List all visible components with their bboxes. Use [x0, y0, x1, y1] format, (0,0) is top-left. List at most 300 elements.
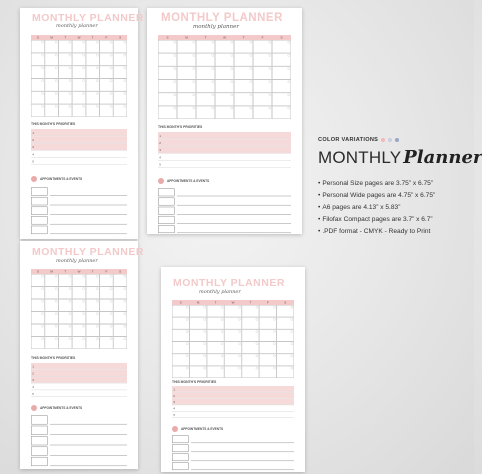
day-cell — [100, 312, 113, 324]
date-circle — [288, 54, 290, 56]
date-circle — [186, 355, 188, 357]
date-circle — [231, 41, 233, 43]
date-circle — [193, 41, 195, 43]
day-cell — [234, 40, 253, 53]
event-date-box — [158, 198, 174, 205]
day-cell — [277, 366, 294, 378]
date-circle — [238, 343, 240, 345]
date-circle — [69, 67, 71, 69]
day-cell — [259, 317, 276, 329]
day-cell — [277, 330, 294, 342]
day-cell — [86, 312, 99, 324]
date-circle — [96, 338, 98, 340]
day-cell — [196, 106, 215, 119]
date-circle — [273, 355, 275, 357]
priority-fill — [31, 363, 127, 369]
weekday-letter: S — [36, 35, 39, 40]
day-cell — [215, 80, 234, 93]
date-circle — [174, 54, 176, 56]
day-cell — [259, 342, 276, 354]
day-cell — [225, 342, 242, 354]
date-circle — [83, 300, 85, 302]
events-list — [31, 187, 127, 235]
date-circle — [124, 325, 126, 327]
day-cell — [86, 66, 99, 78]
priority-number: 5 — [32, 391, 34, 396]
weekday-letter: S — [166, 35, 169, 40]
date-circle — [273, 318, 275, 320]
date-circle — [69, 300, 71, 302]
priority-number: 2 — [32, 138, 34, 142]
priority-fill — [158, 146, 291, 153]
date-circle — [110, 288, 112, 290]
date-circle — [204, 367, 206, 369]
date-circle — [55, 338, 57, 340]
day-cell — [59, 104, 72, 116]
day-cell — [242, 342, 259, 354]
date-circle — [291, 367, 293, 369]
weekday-letter: F — [266, 300, 269, 305]
date-circle — [41, 105, 43, 107]
planner-title: MONTHLY PLANNER — [161, 12, 283, 24]
day-cell — [177, 40, 196, 53]
date-circle — [110, 300, 112, 302]
weekday-letter: T — [249, 300, 252, 305]
panel-heading — [318, 147, 482, 168]
day-cell — [158, 40, 177, 53]
date-circle — [41, 300, 43, 302]
date-circle — [41, 338, 43, 340]
date-circle — [273, 306, 275, 308]
date-circle — [204, 318, 206, 320]
priority-fill — [158, 139, 291, 146]
date-circle — [221, 306, 223, 308]
priority-number: 4 — [159, 155, 161, 160]
priority-number: 1 — [173, 387, 175, 392]
day-cell — [272, 67, 291, 80]
date-circle — [256, 343, 258, 345]
priority-number: 3 — [32, 145, 34, 150]
day-cell — [72, 312, 85, 324]
day-cell — [45, 337, 58, 349]
day-cell — [196, 53, 215, 66]
day-cell — [190, 366, 207, 378]
date-circle — [174, 94, 176, 96]
day-cell — [242, 330, 259, 342]
date-circle — [288, 94, 290, 96]
date-circle — [204, 343, 206, 345]
day-cell — [207, 342, 224, 354]
weekday-letter: M — [196, 300, 200, 305]
planner-title: MONTHLY PLANNER — [173, 277, 285, 289]
day-cell — [242, 305, 259, 317]
event-date-box — [158, 225, 174, 232]
date-circle — [55, 92, 57, 94]
day-cell — [253, 93, 272, 106]
weekday-letter: M — [50, 269, 53, 274]
date-circle — [204, 355, 206, 357]
weekday-letter: S — [119, 35, 122, 40]
day-cell — [177, 93, 196, 106]
event-date-box — [172, 436, 188, 443]
day-cell — [114, 104, 127, 116]
date-circle — [269, 54, 271, 56]
date-circle — [174, 67, 176, 69]
date-circle — [250, 81, 252, 83]
date-circle — [291, 330, 293, 332]
day-cell — [207, 330, 224, 342]
date-circle — [256, 318, 258, 320]
date-circle — [41, 54, 43, 56]
date-circle — [110, 54, 112, 56]
date-circle — [238, 318, 240, 320]
date-circle — [96, 80, 98, 82]
day-cell — [253, 67, 272, 80]
priority-number: 4 — [32, 385, 34, 389]
day-cell — [59, 40, 72, 52]
calendar-icon — [172, 426, 178, 432]
event-date-box — [31, 457, 47, 466]
day-cell — [100, 53, 113, 65]
weekday-letter: T — [91, 35, 94, 40]
date-circle — [256, 355, 258, 357]
date-circle — [110, 313, 112, 315]
planner-title-script: monthly planner — [193, 24, 239, 30]
day-cell — [86, 104, 99, 116]
event-date-box — [31, 207, 47, 215]
day-cell — [234, 93, 253, 106]
day-cell — [45, 324, 58, 336]
date-circle — [124, 54, 126, 56]
day-cell — [215, 67, 234, 80]
date-circle — [193, 67, 195, 69]
color-variations-label: COLOR VARIATIONS — [318, 137, 379, 143]
swatch-blue — [395, 138, 399, 142]
day-cell — [100, 79, 113, 91]
day-cell — [31, 337, 44, 349]
date-circle — [41, 80, 43, 82]
date-circle — [269, 81, 271, 83]
day-cell — [59, 312, 72, 324]
day-cell — [59, 324, 72, 336]
date-circle — [110, 105, 112, 107]
weekday-letter: T — [64, 35, 67, 40]
priority-fill — [31, 370, 127, 376]
calendar-grid — [172, 300, 294, 378]
date-circle — [193, 107, 195, 109]
day-cell — [86, 337, 99, 349]
date-circle — [83, 41, 85, 43]
event-date-box — [31, 188, 47, 196]
day-cell — [177, 106, 196, 119]
heading-script: Planner — [403, 147, 482, 168]
weekday-letter: T — [242, 35, 245, 40]
planner-title: MONTHLY PLANNER — [32, 246, 144, 258]
event-date-box — [158, 216, 174, 223]
weekday-letter: S — [119, 269, 122, 274]
day-cell — [172, 354, 189, 366]
date-circle — [69, 80, 71, 82]
day-cell — [31, 92, 44, 104]
day-cell — [59, 337, 72, 349]
events-list — [158, 188, 291, 234]
date-circle — [96, 41, 98, 43]
date-circle — [221, 367, 223, 369]
date-circle — [41, 275, 43, 277]
day-cell — [114, 274, 127, 286]
date-circle — [69, 41, 71, 43]
date-circle — [204, 306, 206, 308]
date-circle — [124, 67, 126, 69]
day-cell — [72, 324, 85, 336]
date-circle — [41, 92, 43, 94]
day-cell — [100, 40, 113, 52]
date-circle — [238, 306, 240, 308]
day-cell — [207, 317, 224, 329]
date-circle — [273, 367, 275, 369]
weekday-letter: M — [50, 35, 53, 40]
day-cell — [225, 305, 242, 317]
events-label: APPOINTMENTS & EVENTS — [167, 179, 210, 183]
day-cell — [225, 366, 242, 378]
date-circle — [55, 80, 57, 82]
date-circle — [288, 81, 290, 83]
date-circle — [69, 92, 71, 94]
date-circle — [269, 41, 271, 43]
day-cell — [45, 104, 58, 116]
date-circle — [55, 288, 57, 290]
day-cell — [45, 287, 58, 299]
priority-number: 1 — [159, 133, 161, 138]
priority-number: 3 — [173, 400, 175, 405]
day-cell — [31, 299, 44, 311]
day-cell — [196, 80, 215, 93]
day-cell — [45, 274, 58, 286]
date-circle — [83, 313, 85, 315]
priority-number: 4 — [32, 152, 34, 157]
events-label: APPOINTMENTS & EVENTS — [181, 427, 224, 431]
day-cell — [190, 305, 207, 317]
day-cell — [190, 354, 207, 366]
swatch-pink — [381, 138, 385, 142]
date-circle — [231, 54, 233, 56]
date-circle — [269, 107, 271, 109]
feature-item: • Personal Size pages are 3.75” x 6.75” — [318, 178, 435, 190]
date-circle — [291, 343, 293, 345]
weekday-letter: T — [204, 35, 207, 40]
date-circle — [110, 80, 112, 82]
event-date-box — [31, 426, 47, 435]
day-cell — [253, 40, 272, 53]
day-cell — [31, 274, 44, 286]
color-variations-row — [318, 136, 399, 144]
day-cell — [72, 66, 85, 78]
day-cell — [31, 79, 44, 91]
events-label: APPOINTMENTS & EVENTS — [40, 406, 83, 410]
weekday-letter: T — [214, 300, 217, 305]
day-cell — [215, 40, 234, 53]
day-cell — [190, 342, 207, 354]
day-cell — [259, 305, 276, 317]
date-circle — [186, 306, 188, 308]
day-cell — [172, 342, 189, 354]
day-cell — [177, 80, 196, 93]
date-circle — [212, 94, 214, 96]
planner-title: MONTHLY PLANNER — [32, 12, 144, 24]
date-circle — [83, 325, 85, 327]
priorities-list — [172, 386, 294, 418]
date-circle — [186, 343, 188, 345]
planner-title-script: monthly planner — [56, 23, 98, 29]
date-circle — [96, 67, 98, 69]
day-cell — [59, 79, 72, 91]
date-circle — [110, 41, 112, 43]
planner-page-wide — [147, 8, 302, 234]
priority-number: 2 — [159, 141, 161, 145]
day-cell — [100, 287, 113, 299]
event-date-box — [158, 207, 174, 214]
date-circle — [69, 288, 71, 290]
day-cell — [72, 299, 85, 311]
day-cell — [31, 324, 44, 336]
date-circle — [186, 330, 188, 332]
date-circle — [193, 81, 195, 83]
day-cell — [72, 40, 85, 52]
feature-item: • A6 pages are 4.13” x 5.83” — [318, 202, 435, 214]
day-cell — [45, 312, 58, 324]
calendar-icon — [31, 176, 37, 182]
priority-fill — [172, 392, 294, 398]
day-cell — [31, 287, 44, 299]
date-circle — [110, 92, 112, 94]
day-cell — [225, 354, 242, 366]
date-circle — [83, 80, 85, 82]
day-cell — [86, 53, 99, 65]
date-circle — [96, 300, 98, 302]
date-circle — [96, 105, 98, 107]
weekday-letter: S — [280, 35, 283, 40]
feature-item: • .PDF format - CMYK - Ready to Print — [318, 226, 435, 238]
date-circle — [250, 67, 252, 69]
priority-number: 5 — [32, 159, 34, 164]
date-circle — [250, 94, 252, 96]
calendar-grid — [31, 269, 127, 349]
date-circle — [212, 107, 214, 109]
date-circle — [231, 81, 233, 83]
day-cell — [158, 53, 177, 66]
priority-number: 1 — [32, 130, 34, 135]
date-circle — [96, 288, 98, 290]
date-circle — [55, 313, 57, 315]
day-cell — [158, 93, 177, 106]
date-circle — [221, 355, 223, 357]
weekday-letter: F — [105, 269, 108, 274]
date-circle — [69, 313, 71, 315]
day-cell — [272, 80, 291, 93]
priorities-label: THIS MONTH'S PRIORITIES — [31, 356, 76, 360]
date-circle — [256, 330, 258, 332]
events-list — [31, 415, 127, 467]
date-circle — [273, 330, 275, 332]
date-circle — [186, 318, 188, 320]
date-circle — [69, 54, 71, 56]
day-cell — [234, 80, 253, 93]
day-cell — [215, 106, 234, 119]
weekday-letter: M — [185, 35, 188, 40]
date-circle — [83, 67, 85, 69]
weekday-letter: W — [231, 300, 235, 305]
day-cell — [100, 299, 113, 311]
priority-number: 3 — [159, 148, 161, 153]
weekday-letter: T — [91, 269, 94, 274]
date-circle — [55, 325, 57, 327]
day-cell — [272, 40, 291, 53]
date-circle — [83, 105, 85, 107]
day-cell — [45, 92, 58, 104]
priority-fill — [158, 132, 291, 139]
priority-number: 5 — [159, 162, 161, 167]
weekday-letter: W — [77, 35, 81, 40]
date-circle — [186, 367, 188, 369]
calendar-grid — [31, 35, 127, 117]
day-cell — [100, 337, 113, 349]
feature-item: • Personal Wide pages are 4.75” x 6.75” — [318, 190, 435, 202]
day-cell — [59, 299, 72, 311]
priority-fill — [31, 377, 127, 383]
day-cell — [215, 93, 234, 106]
priority-number: 5 — [173, 413, 175, 417]
day-cell — [253, 106, 272, 119]
day-cell — [100, 104, 113, 116]
day-cell — [59, 274, 72, 286]
day-cell — [45, 299, 58, 311]
planner-page-compact — [161, 267, 305, 472]
date-circle — [238, 367, 240, 369]
day-cell — [158, 67, 177, 80]
date-circle — [55, 105, 57, 107]
date-circle — [96, 313, 98, 315]
day-cell — [172, 366, 189, 378]
calendar-icon — [158, 178, 164, 184]
date-circle — [124, 338, 126, 340]
day-cell — [196, 40, 215, 53]
date-circle — [124, 275, 126, 277]
date-circle — [124, 80, 126, 82]
date-circle — [204, 330, 206, 332]
day-cell — [234, 106, 253, 119]
event-date-box — [31, 436, 47, 445]
day-cell — [31, 53, 44, 65]
date-circle — [83, 92, 85, 94]
day-cell — [45, 53, 58, 65]
day-cell — [31, 66, 44, 78]
date-circle — [212, 81, 214, 83]
priority-fill — [31, 143, 127, 150]
date-circle — [256, 367, 258, 369]
date-circle — [55, 54, 57, 56]
day-cell — [100, 274, 113, 286]
event-date-box — [31, 447, 47, 456]
date-circle — [174, 41, 176, 43]
events-list — [172, 435, 294, 471]
day-cell — [114, 79, 127, 91]
date-circle — [231, 94, 233, 96]
event-date-box — [31, 216, 47, 224]
day-cell — [59, 66, 72, 78]
day-cell — [86, 287, 99, 299]
day-cell — [234, 53, 253, 66]
day-cell — [242, 354, 259, 366]
